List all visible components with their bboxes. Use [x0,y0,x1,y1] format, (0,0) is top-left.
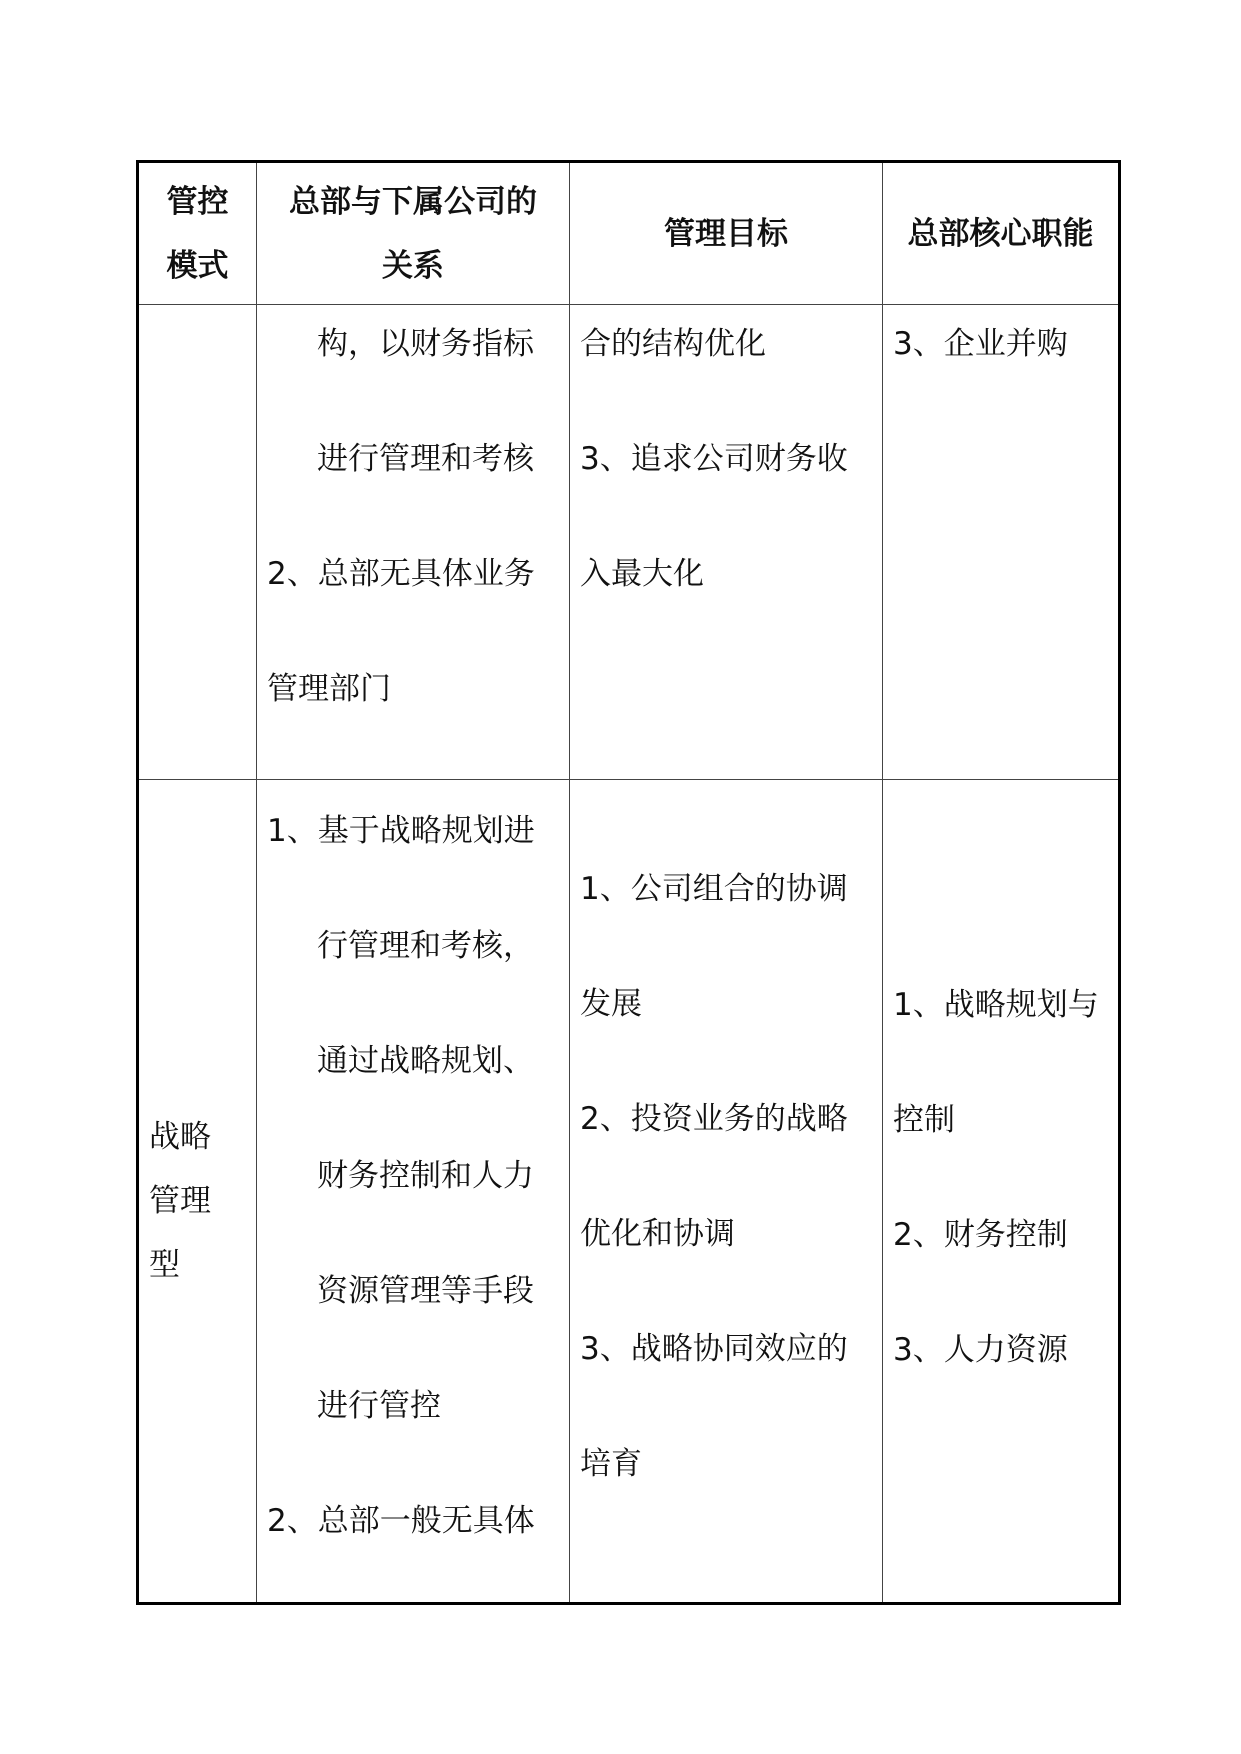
text-line: 2、财务控制 [893,1217,1068,1253]
header-mode-line: 管控 [166,183,229,220]
text-line: 管理部门 [267,671,391,707]
text-line: 1、公司组合的协调 [580,871,848,907]
cell-function [883,305,1120,780]
header-mode [138,162,257,305]
text-line: 进行管控 [317,1388,441,1424]
text-line: 合的结构优化 [580,326,766,362]
header-relationship-line: 关系 [382,247,444,284]
text-line: 3、人力资源 [893,1332,1068,1368]
cell-relationship [257,305,570,780]
header-relationship-line: 总部与下属公司的 [289,183,537,220]
text-line: 2、投资业务的战略 [580,1101,848,1137]
text-line: 通过战略规划、 [317,1043,534,1079]
cell-goal [570,780,883,1604]
text-line: 1、基于战略规划进 [267,813,535,849]
table-row [138,305,1120,780]
text-line: 行管理和考核， [317,928,534,964]
text-line: 入最大化 [580,556,704,592]
text-line: 构，以财务指标 [317,326,534,362]
cell-function [883,780,1120,1604]
text-line: 进行管理和考核 [317,441,534,477]
text-line: 优化和协调 [580,1216,735,1252]
text-line: 控制 [893,1102,955,1138]
text-line: 发展 [580,986,642,1022]
text-line: 3、战略协同效应的 [580,1331,848,1367]
mode-label-line: 管理 [149,1183,211,1219]
text-line: 2、总部一般无具体 [267,1503,535,1539]
cell-mode [138,780,257,1604]
text-line: 1、战略规划与 [893,987,1099,1023]
header-row [138,162,1120,305]
text-line: 资源管理等手段 [317,1273,534,1309]
header-mode-line: 模式 [166,247,229,284]
text-line: 财务控制和人力 [317,1158,534,1194]
table-row [138,780,1120,1604]
mode-label-line: 战略 [149,1119,211,1155]
text-line: 培育 [580,1446,642,1482]
header-goal: 管理目标 [570,162,883,305]
text-line: 3、企业并购 [893,326,1068,362]
cell-relationship [257,780,570,1604]
cell-goal [570,305,883,780]
mode-label-line: 型 [149,1247,180,1283]
management-mode-table [136,160,1121,1605]
text-line: 2、总部无具体业务 [267,556,535,592]
header-function: 总部核心职能 [883,162,1120,305]
header-relationship [257,162,570,305]
cell-mode [138,305,257,780]
text-line: 3、追求公司财务收 [580,441,848,477]
